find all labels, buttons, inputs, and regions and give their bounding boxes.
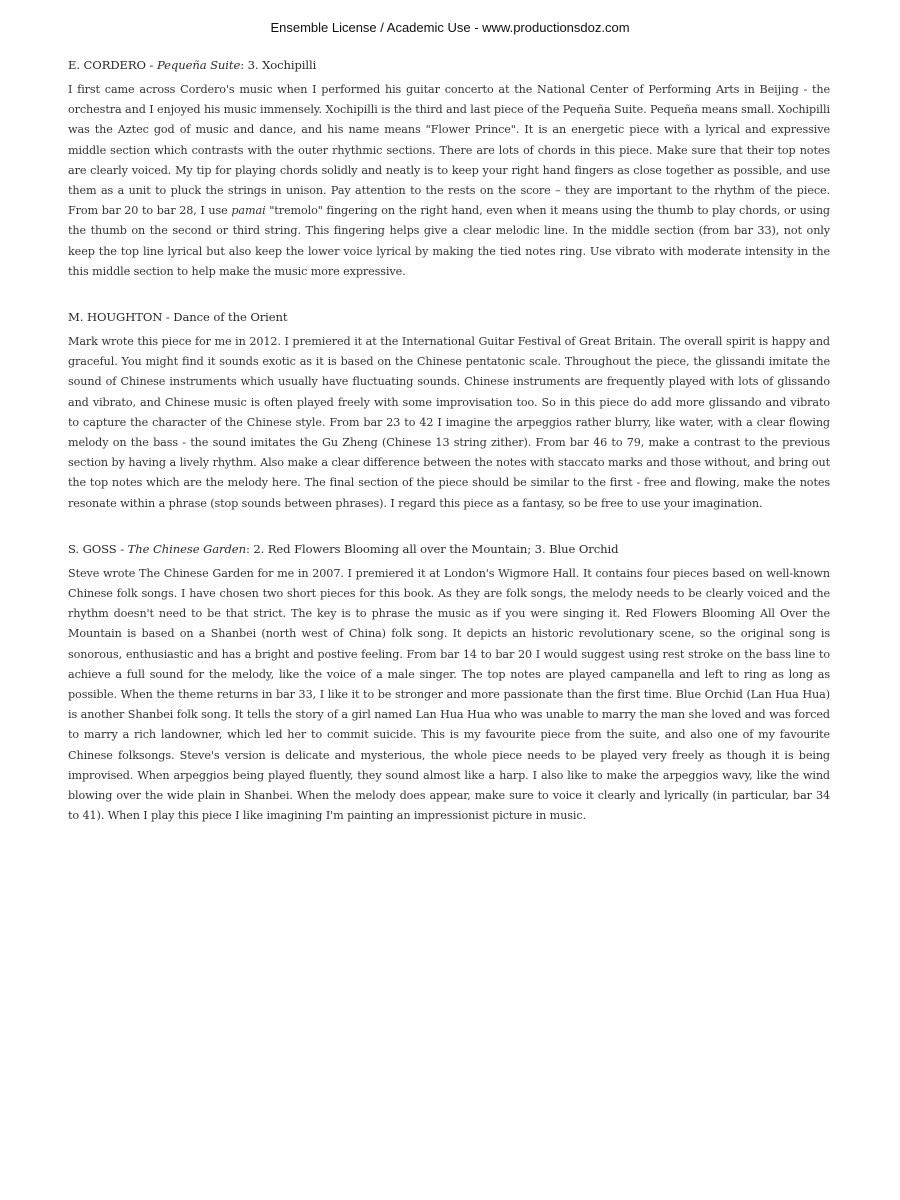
section-cordero: [68, 55, 830, 282]
section-heading-houghton: [68, 307, 830, 327]
license-header: Ensemble License / Academic Use - www.productionsdoz.com: [270, 20, 630, 35]
section-heading-cordero: [68, 55, 830, 75]
composer-name: E. CORDERO -: [68, 58, 154, 72]
section-goss: [68, 539, 830, 827]
section-body-goss: Steve wrote The Chinese Garden for me in 2007. I premiered it at London's Wigmore Hall. It contains four pieces based on well-known Chinese folk songs. I have chosen two short pieces for this book. As they are folk songs, the melody needs to be clearly voiced and the rhythm doesn't need to be that strict. The key is to phrase the music as if you were singing it. Red Flowers Blooming All Over the Mountain is based on a Shanbei (north west of China) folk song. It depicts an historic revolutionary scene, so the original song is sonorous, enthusiastic and has a bright and postive feeling. From bar 14 to bar 20 I would suggest using rest stroke on the bass line to achieve a full sound for the melody, like the voice of a male singer. The top notes are played campanella and left to ring as long as possible. When the theme returns in bar 33, I like it to be stronger and more passionate than the first time. Blue Orchid (Lan Hua Hua) is another Shanbei folk song. It tells the story of a girl named Lan Hua Hua who was unable to marry the man she loved and was forced to marry a rich landowner, which led her to commit suicide. This is my favourite piece from the suite, and also one of my favourite Chinese folksongs. Steve's version is delicate and mysterious, the whole piece needs to be played very freely as though it is being improvised. When arpeggios being played fluently, they sound almost like a harp. I also like to make the arpeggios wavy, like the wind blowing over the wide plain in Shanbei. When the melody does appear, make sure to voice it clearly and lyrically (in particular, bar 34 to 41). When I play this piece I like imagining I'm painting an impressionist picture in music.: [68, 566, 830, 823]
page-content: [68, 55, 830, 852]
work-title: Dance of the Orient: [173, 310, 288, 325]
composer-name: M. HOUGHTON -: [68, 310, 170, 325]
section-body-houghton: Mark wrote this piece for me in 2012. I premiered it at the International Guitar Festival of Great Britain. The overall spirit is happy and graceful. You might find it sounds exotic as it is based on the Chinese pentatonic scale. Throughout the piece, the glissandi imitate the sound of Chinese instruments which usually have fluctuating sounds. Chinese instruments are frequently played with lots of glissando and vibrato, and Chinese music is often played freely with some improvisation too. So in this piece do add more glissando and vibrato to capture the character of the Chinese style. From bar 23 to 42 I imagine the arpeggios rather blurry, like water, with a clear flowing melody on the bass - the sound imitates the Gu Zheng (Chinese 13 string zither). From bar 46 to 79, make a contrast to the previous section by having a lively rhythm. Also make a clear difference between the notes with staccato marks and those without, and bring out the top notes which are the melody here. The final section of the piece should be similar to the first - free and flowing, make the notes resonate within a phrase (stop sounds between phrases). I regard this piece as a fantasy, so be free to use your imagination.: [68, 335, 830, 510]
work-title-rest: : 2. Red Flowers Blooming all over the Mountain; 3. Blue Orchid: [245, 541, 619, 556]
work-title-italic: The Chinese Garden: [127, 541, 246, 556]
work-title-italic: Pequeña Suite: [156, 58, 241, 72]
body-text-part-1: I first came across Cordero's music when I performed his guitar concerto at the National Center of Performing Arts in Beijing - the orchestra and I enjoyed his music immensely. Xochipilli is the third and last piece of the Pequeña Suite. Pequeña means small. Xochipilli was the Aztec god of music and dance, and his name means "Flower Prince". It is an energetic piece with a lyrical and expressive middle section which contrasts with the outer rhythmic sections. There are lots of chords in this piece. Make sure that their top notes are clearly voiced. My tip for playing chords solidly and neatly is to keep your right hand fingers as close together as possible, and use them as a unit to pluck the strings in unison. Pay attention to the rests on the score – they are important to the rhythm of the piece. From bar 20 to bar 28, I use: [68, 83, 830, 218]
body-text-part-2: "tremolo" fingering on the right hand, even when it means using the thumb to play chords, or using the thumb on the second or third string. This fingering helps give a clear melodic line. In the middle section (from bar 33), not only keep the top line lyrical but also keep the lower voice lyrical by making the tied notes ring. Use vibrato with moderate intensity in the this middle section to help make the music more expressive.: [68, 204, 830, 278]
section-heading-goss: [68, 539, 830, 559]
body-text-italic-term: pamai: [231, 204, 266, 218]
section-body-cordero: [68, 80, 830, 282]
work-title-rest: : 3. Xochipilli: [240, 58, 317, 72]
composer-name: S. GOSS -: [68, 541, 125, 556]
section-houghton: [68, 307, 830, 514]
